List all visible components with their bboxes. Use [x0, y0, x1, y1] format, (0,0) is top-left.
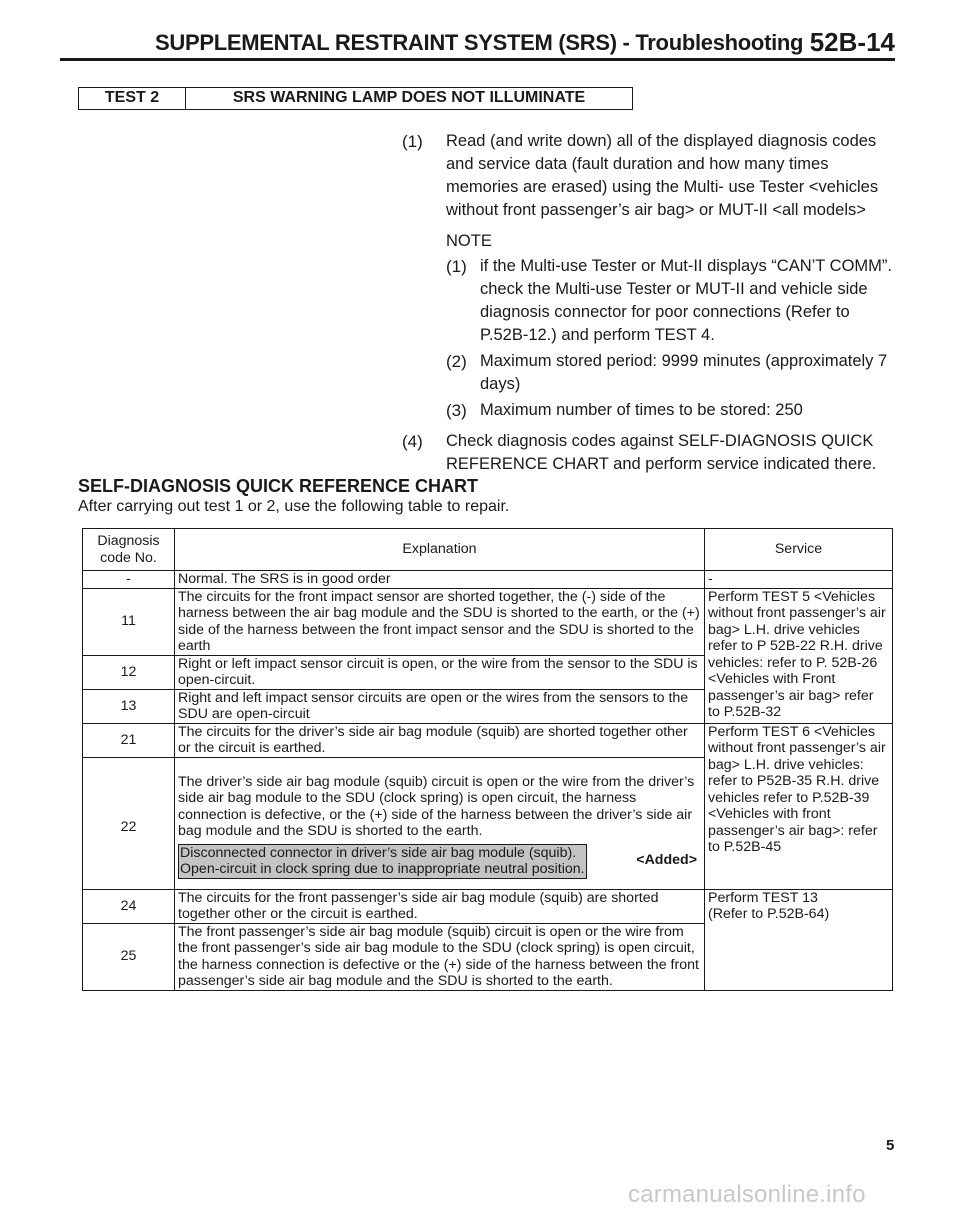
explanation-cell: Right and left impact sensor circuits are open or the wires from the sensors to the SDU are open-circuit — [175, 689, 705, 723]
explanation-cell: The circuits for the driver’s side air bag module (squib) are shorted together other or the circuit is earthed. — [175, 723, 705, 757]
note-text: if the Multi-use Tester or Mut-II displays “CAN’T COMM”. check the Multi-use Tester or MUT-II and vehicle side diagnosis connector for poor connections (Refer to P.52B-12.) and perform TEST 4. — [480, 257, 892, 344]
column-header-service: Service — [705, 529, 893, 571]
added-tag: <Added> — [636, 851, 697, 868]
note-number: (3) — [446, 401, 467, 420]
page-header — [60, 27, 895, 60]
table-row — [83, 723, 893, 757]
quick-reference-table — [82, 528, 893, 991]
step-text: Check diagnosis codes against SELF-DIAGNOSIS QUICK REFERENCE CHART and perform service indicated there. — [446, 432, 877, 473]
table-row — [83, 588, 893, 655]
note-text: Maximum stored period: 9999 minutes (approximately 7 days) — [480, 352, 888, 393]
diagnosis-code: 21 — [83, 723, 175, 757]
explanation-text: The driver’s side air bag module (squib) circuit is open or the wire from the driver’s side air bag module to the SDU (clock spring) is open circuit, the harness connection is defective, or the (+) side of the harness between the driver’s side air bag module and the SDU is shorted to the earth. — [178, 773, 695, 839]
note-number: (2) — [446, 352, 467, 371]
watermark: carmanualsonline.info — [628, 1181, 866, 1208]
table-row — [83, 571, 893, 589]
explanation-cell: Normal. The SRS is in good order — [175, 571, 705, 589]
note-text: Maximum number of times to be stored: 250 — [480, 401, 803, 419]
step-4 — [402, 430, 897, 476]
step-number: (1) — [402, 132, 423, 151]
added-note — [178, 844, 701, 879]
column-header-explanation: Explanation — [175, 529, 705, 571]
table-row — [83, 889, 893, 923]
note-number: (1) — [446, 257, 467, 276]
chart-heading: SELF-DIAGNOSIS QUICK REFERENCE CHART — [78, 476, 479, 496]
explanation-cell — [175, 757, 705, 889]
service-cell: Perform TEST 6 <Vehicles without front passenger’s air bag> L.H. drive vehicles: refer to P52B-35 R.H. drive vehicles refer to P.52B-39 <Vehicles with front passenger’s air bag>: refer to P.52B-45 — [705, 723, 893, 889]
note-item — [446, 399, 897, 422]
explanation-cell: The circuits for the front passenger’s side air bag module (squib) are shorted together other or the circuit is earthed. — [175, 889, 705, 923]
procedure-steps — [402, 130, 897, 476]
note-block — [446, 230, 897, 422]
page-title: SUPPLEMENTAL RESTRAINT SYSTEM (SRS) - Troubleshooting — [155, 30, 804, 55]
added-line: Disconnected connector in driver’s side air bag module (squib). — [180, 844, 577, 861]
diagnosis-code: 25 — [83, 923, 175, 990]
column-header-code: Diagnosis code No. — [83, 529, 175, 571]
service-cell: - — [705, 571, 893, 589]
note-item — [446, 255, 897, 347]
explanation-cell: Right or left impact sensor circuit is open, or the wire from the sensor to the SDU is open-circuit. — [175, 655, 705, 689]
test-title-box — [78, 87, 633, 110]
service-cell: Perform TEST 5 <Vehicles without front passenger’s air bag> L.H. drive vehicles refer to P 52B-22 R.H. drive vehicles: refer to P. 52B-26 <Vehicles with Front passenger’s air bag> refer to P.52B-32 — [705, 588, 893, 723]
diagnosis-code: 22 — [83, 757, 175, 889]
service-line: (Refer to P.52B-64) — [708, 906, 830, 922]
service-cell — [705, 889, 893, 990]
table-header-row — [83, 529, 893, 571]
service-line: Perform TEST 13 — [708, 889, 818, 906]
header-rule — [60, 58, 895, 61]
diagnosis-code: 12 — [83, 655, 175, 689]
step-number: (4) — [402, 432, 423, 451]
step-1 — [402, 130, 897, 222]
diagnosis-code: 13 — [83, 689, 175, 723]
diagnosis-code: 24 — [83, 889, 175, 923]
note-label: NOTE — [446, 232, 492, 250]
diagnosis-code: 11 — [83, 588, 175, 655]
diagnosis-code: - — [83, 571, 175, 589]
step-text: Read (and write down) all of the displayed diagnosis codes and service data (fault duration and how many times memories are erased) using the Multi- use Tester <vehicles without front passenger’s air bag> or MUT-II <all models> — [446, 132, 879, 219]
section-code: 52B-14 — [809, 27, 895, 57]
note-item — [446, 350, 897, 396]
test-title: SRS WARNING LAMP DOES NOT ILLUMINATE — [232, 89, 586, 106]
chart-intro: After carrying out test 1 or 2, use the following table to repair. — [78, 498, 510, 515]
added-line: Open-circuit in clock spring due to inappropriate neutral position. — [180, 861, 585, 877]
added-highlight — [178, 844, 587, 879]
test-id: TEST 2 — [79, 88, 186, 109]
explanation-cell: The front passenger’s side air bag module (squib) circuit is open or the wire from the front passenger’s side air bag module to the SDU (clock spring) is open circuit, the harness connection is defective or the (+) side of the harness between the front passenger’s side air bag module and the SDU is shorted to the earth. — [175, 923, 705, 990]
page-number: 5 — [886, 1137, 895, 1154]
explanation-cell: The circuits for the front impact sensor are shorted together, the (-) side of the harness between the air bag module and the SDU is shorted to the earth, or the (+) side of the harness between the front impact sensor and the SDU is shorted to the earth — [175, 588, 705, 655]
